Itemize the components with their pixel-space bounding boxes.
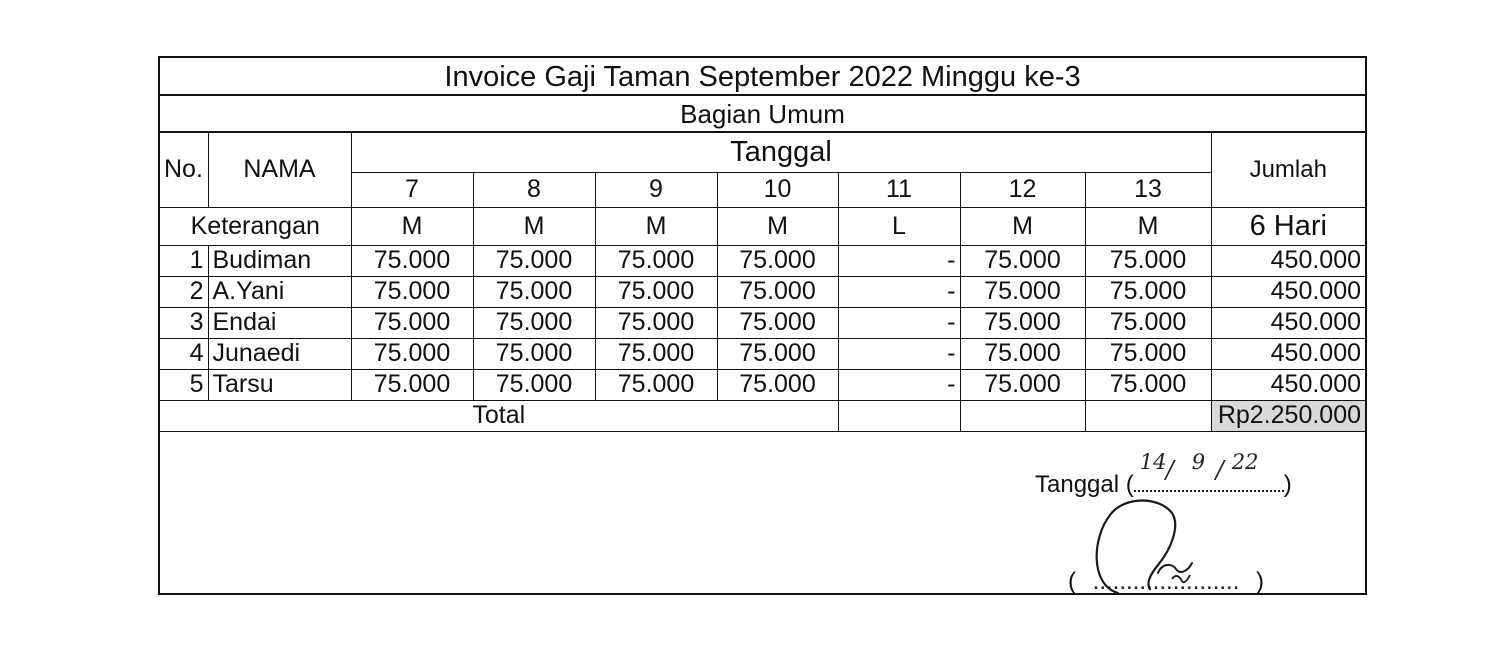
total-label: Total — [160, 400, 838, 431]
daily-wage: - — [838, 369, 960, 400]
handwritten-month: 9 — [1191, 450, 1206, 474]
day-code: M — [351, 207, 473, 245]
salary-table — [160, 133, 1365, 432]
employee-name: Endai — [208, 307, 351, 338]
empty-cell — [838, 400, 960, 431]
daily-wage: 75.000 — [595, 276, 717, 307]
row-total: 450.000 — [1211, 307, 1365, 338]
daily-wage: 75.000 — [473, 338, 595, 369]
day-code: M — [1085, 207, 1211, 245]
daily-wage: 75.000 — [960, 369, 1085, 400]
daily-wage: 75.000 — [595, 307, 717, 338]
date-header: 12 — [960, 172, 1085, 207]
name-open: ( — [1068, 568, 1076, 595]
daily-wage: 75.000 — [960, 245, 1085, 276]
total-row — [160, 400, 1365, 431]
daily-wage: 75.000 — [473, 276, 595, 307]
daily-wage: 75.000 — [717, 245, 838, 276]
daily-wage: 75.000 — [595, 338, 717, 369]
daily-wage: 75.000 — [351, 369, 473, 400]
days-total: 6 Hari — [1211, 207, 1365, 245]
daily-wage: 75.000 — [473, 369, 595, 400]
handwritten-day: 14 — [1139, 450, 1167, 474]
header-nama: NAMA — [208, 133, 351, 207]
date-dotted-line: 14 / 9 / 22 — [1134, 468, 1284, 492]
row-total: 450.000 — [1211, 245, 1365, 276]
date-header: 10 — [717, 172, 838, 207]
daily-wage: 75.000 — [595, 369, 717, 400]
row-no: 5 — [160, 369, 208, 400]
empty-cell — [960, 400, 1085, 431]
daily-wage: 75.000 — [717, 338, 838, 369]
header-no: No. — [160, 133, 208, 207]
table-row — [160, 276, 1365, 307]
daily-wage: 75.000 — [1085, 245, 1211, 276]
header-tanggal: Tanggal — [351, 133, 1211, 172]
daily-wage: - — [838, 338, 960, 369]
row-no: 1 — [160, 245, 208, 276]
name-close: ) — [1256, 568, 1265, 595]
daily-wage: 75.000 — [1085, 369, 1211, 400]
daily-wage: 75.000 — [351, 245, 473, 276]
daily-wage: - — [838, 276, 960, 307]
row-total: 450.000 — [1211, 276, 1365, 307]
daily-wage: 75.000 — [473, 307, 595, 338]
date-close: ) — [1283, 471, 1292, 498]
employee-name: Junaedi — [208, 338, 351, 369]
daily-wage: 75.000 — [473, 245, 595, 276]
signature-area — [160, 438, 1365, 593]
date-header: 11 — [838, 172, 960, 207]
daily-wage: 75.000 — [1085, 307, 1211, 338]
table-row — [160, 307, 1365, 338]
date-header: 9 — [595, 172, 717, 207]
day-code: M — [473, 207, 595, 245]
daily-wage: 75.000 — [717, 276, 838, 307]
grand-total: Rp2.250.000 — [1211, 400, 1365, 431]
row-total: 450.000 — [1211, 338, 1365, 369]
daily-wage: - — [838, 245, 960, 276]
invoice-title: Invoice Gaji Taman September 2022 Minggu ke-3 — [160, 58, 1365, 96]
daily-wage: 75.000 — [1085, 276, 1211, 307]
invoice-sheet — [158, 56, 1367, 595]
daily-wage: 75.000 — [351, 338, 473, 369]
daily-wage: 75.000 — [960, 338, 1085, 369]
daily-wage: 75.000 — [595, 245, 717, 276]
day-code: L — [838, 207, 960, 245]
empty-cell — [1085, 400, 1211, 431]
table-row — [160, 338, 1365, 369]
daily-wage: 75.000 — [351, 276, 473, 307]
daily-wage: 75.000 — [1085, 338, 1211, 369]
name-line — [1068, 568, 1264, 596]
daily-wage: 75.000 — [960, 276, 1085, 307]
employee-name: Tarsu — [208, 369, 351, 400]
daily-wage: 75.000 — [960, 307, 1085, 338]
handwritten-year: 22 — [1231, 450, 1259, 474]
date-label: Tanggal ( — [1035, 471, 1134, 498]
day-code: M — [717, 207, 838, 245]
day-code: M — [960, 207, 1085, 245]
invoice-subtitle: Bagian Umum — [160, 96, 1365, 133]
daily-wage: - — [838, 307, 960, 338]
date-header: 13 — [1085, 172, 1211, 207]
date-header: 7 — [351, 172, 473, 207]
keterangan-label: Keterangan — [160, 207, 351, 245]
employee-name: A.Yani — [208, 276, 351, 307]
row-no: 3 — [160, 307, 208, 338]
employee-name: Budiman — [208, 245, 351, 276]
daily-wage: 75.000 — [717, 369, 838, 400]
table-row — [160, 245, 1365, 276]
date-header: 8 — [473, 172, 595, 207]
daily-wage: 75.000 — [351, 307, 473, 338]
name-dots: ...................... — [1092, 568, 1240, 595]
daily-wage: 75.000 — [717, 307, 838, 338]
day-code: M — [595, 207, 717, 245]
table-row — [160, 369, 1365, 400]
row-no: 4 — [160, 338, 208, 369]
header-jumlah: Jumlah — [1211, 133, 1365, 207]
row-total: 450.000 — [1211, 369, 1365, 400]
row-no: 2 — [160, 276, 208, 307]
